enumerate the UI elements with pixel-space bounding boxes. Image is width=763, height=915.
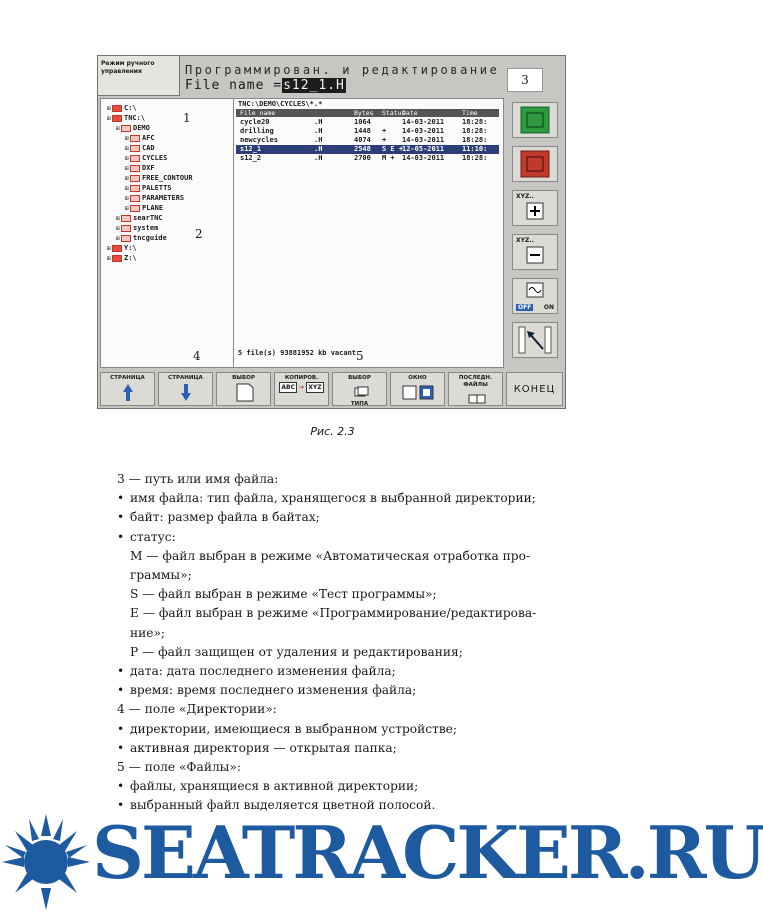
item-5-heading: 5 — поле «Файлы»:	[117, 760, 241, 775]
softkey-page-up[interactable]	[100, 372, 155, 406]
softkey-copy[interactable]	[274, 372, 329, 406]
file-status: +	[382, 136, 387, 144]
col-name[interactable]: File name	[240, 109, 276, 117]
arrow-down-icon	[159, 382, 214, 402]
file-date: 14-03-2011	[402, 154, 445, 162]
expand-icon[interactable]: ⊞	[125, 155, 129, 162]
callout-5: 5	[356, 349, 364, 363]
directory-label: TNC:\	[124, 114, 146, 122]
expand-icon[interactable]: ⊞	[116, 235, 120, 242]
file-name: s12_1	[240, 145, 262, 153]
bullet-date: • дата: дата последнего изменения файла;	[117, 662, 587, 681]
file-name: newcycles	[240, 136, 278, 144]
file-row[interactable]	[236, 118, 499, 127]
file-name: s12_2	[240, 154, 262, 162]
drive-icon	[112, 255, 122, 262]
red-frame-icon	[513, 147, 557, 181]
file-name-value: s12_1.H	[283, 78, 345, 93]
directory-label: PALETTS	[142, 184, 172, 192]
directory-label: PLANE	[142, 204, 164, 212]
expand-icon[interactable]: ⊞	[125, 205, 129, 212]
softkey-select-label: ВЫБОР	[232, 375, 255, 381]
directory-node[interactable]	[107, 173, 193, 183]
path-line: TNC:\DEMO\CYCLES\*.*	[238, 100, 323, 108]
off-label: OFF	[518, 304, 532, 311]
status-m-line1: М — файл выбран в режиме «Автоматическая отработка про-	[130, 548, 531, 563]
copy-from-label: ABC	[281, 384, 296, 391]
status-m-line2: граммы»;	[130, 568, 192, 583]
bullet-active-directory: • активная директория — открытая папка;	[117, 739, 587, 758]
folder-icon	[130, 135, 140, 142]
directory-node[interactable]	[107, 203, 193, 213]
directory-label: CYCLES	[142, 154, 168, 162]
file-bytes: 1448	[354, 127, 371, 135]
bullet-time: • время: время последнего изменения файла;	[117, 681, 587, 700]
softkey-select[interactable]	[216, 372, 271, 406]
status-e-line1: Е — файл выбран в режиме «Программирование/редактирова-	[130, 606, 537, 621]
directory-label: DEMO	[133, 124, 150, 132]
directory-node[interactable]	[107, 253, 193, 263]
softkey-page-up-label: СТРАНИЦА	[110, 375, 145, 381]
softkey-xyz-minus[interactable]	[512, 234, 558, 270]
copy-arrow-icon: ➜	[299, 384, 305, 391]
directory-tree	[107, 103, 193, 263]
expand-icon[interactable]: ⊞	[125, 135, 129, 142]
file-status: S E +	[382, 145, 404, 153]
file-row[interactable]	[236, 127, 499, 136]
file-row[interactable]	[236, 154, 499, 163]
softkey-end-label: КОНЕЦ	[513, 384, 556, 395]
softkey-page-down-label: СТРАНИЦА	[168, 375, 203, 381]
green-frame-icon	[513, 103, 557, 137]
directory-node[interactable]	[107, 183, 193, 193]
softkey-page-down[interactable]	[158, 372, 213, 406]
description	[117, 470, 587, 816]
watermark-text: SEATRACKER.RU	[92, 810, 763, 895]
softkey-end[interactable]	[506, 372, 563, 406]
file-ext: .H	[314, 118, 323, 126]
directory-node[interactable]	[107, 153, 193, 163]
folder-icon	[130, 205, 140, 212]
file-time: 18:28:	[462, 154, 488, 162]
folder-icon	[130, 195, 140, 202]
file-name: drilling	[240, 127, 274, 135]
expand-icon[interactable]: ⊞	[116, 125, 120, 132]
folder-icon	[121, 125, 131, 132]
file-date: 14-03-2011	[402, 118, 445, 126]
softkey-select-type-sub: ТИПА	[350, 401, 369, 407]
file-status: +	[382, 127, 387, 135]
bullet-bytes: • байт: размер файла в байтах;	[117, 508, 587, 527]
file-time: 11:10:	[462, 145, 488, 153]
file-name-row	[185, 78, 346, 93]
folder-icon	[130, 155, 140, 162]
expand-icon[interactable]: ⊞	[125, 195, 129, 202]
expand-icon[interactable]: ⊞	[125, 165, 129, 172]
expand-icon[interactable]: ⊞	[107, 115, 111, 122]
drive-icon	[112, 115, 122, 122]
on-label: ON	[543, 304, 554, 311]
file-time: 18:28:	[462, 136, 488, 144]
directory-node[interactable]	[107, 193, 193, 203]
softkey-select-arrow[interactable]	[512, 322, 558, 358]
softkey-red-frame[interactable]	[512, 146, 558, 182]
expand-icon[interactable]: ⊞	[107, 245, 111, 252]
program-title: Программирован. и редактирование	[185, 63, 500, 77]
folder-icon	[130, 185, 140, 192]
file-ext: .H	[314, 127, 323, 135]
files-summary: 5 file(s) 93881952 kb vacant	[238, 349, 357, 357]
expand-icon[interactable]: ⊞	[116, 215, 120, 222]
directory-label: system	[133, 224, 159, 232]
softkey-last-files-label: ПОСЛЕДН.	[458, 375, 493, 381]
bullet-status: • статус:	[117, 528, 587, 547]
file-bytes: 2700	[354, 154, 371, 162]
files-stack-icon	[333, 387, 388, 397]
callout-3: 3	[507, 68, 543, 92]
softkey-last-files-sub: ФАЙЛЫ	[463, 382, 488, 388]
file-bytes: 1064	[354, 118, 371, 126]
expand-icon[interactable]: ⊞	[116, 225, 120, 232]
status-p: Р — файл защищен от удаления и редактирования;	[130, 644, 463, 659]
softkey-off-on[interactable]	[512, 278, 558, 314]
file-status: M +	[382, 154, 395, 162]
softkey-window[interactable]	[390, 372, 445, 406]
col-status[interactable]: Status	[382, 109, 406, 117]
figure-caption: Рис. 2.3	[310, 425, 355, 438]
file-bytes: 4074	[354, 136, 371, 144]
callout-2: 2	[195, 227, 203, 241]
folder-icon	[130, 175, 140, 182]
sun-logo-icon	[2, 810, 92, 910]
status-e-line2: ние»;	[130, 625, 166, 640]
directory-node[interactable]	[107, 123, 193, 133]
recent-files-icon	[449, 394, 504, 404]
directory-node[interactable]	[107, 223, 193, 233]
side-softkeys	[508, 98, 564, 368]
copy-to-label: XYZ	[308, 384, 322, 391]
softkey-select-type[interactable]	[332, 372, 387, 406]
file-time: 18:28:	[462, 127, 488, 135]
directory-node[interactable]	[107, 103, 193, 113]
drive-icon	[112, 105, 122, 112]
file-time: 18:28:	[462, 118, 488, 126]
file-name: cycle20	[240, 118, 270, 126]
directory-label: Y:\	[124, 244, 137, 252]
file-table-header	[236, 109, 499, 117]
folder-icon	[121, 215, 131, 222]
directory-label: AFC	[142, 134, 155, 142]
folder-icon	[121, 225, 131, 232]
status-s: S — файл выбран в режиме «Тест программы»;	[130, 587, 437, 602]
bullet-files: • файлы, хранящиеся в активной директории;	[117, 777, 587, 796]
files-panel	[233, 98, 504, 368]
file-row[interactable]	[236, 136, 499, 145]
col-bytes[interactable]: Bytes	[354, 109, 374, 117]
file-ext: .H	[314, 145, 323, 153]
softkey-copy-label: КОПИРОВ.	[284, 375, 319, 381]
expand-icon[interactable]: ⊞	[125, 185, 129, 192]
directory-node[interactable]	[107, 133, 193, 143]
mode-label: Режим ручного управления	[98, 56, 180, 96]
directory-node[interactable]	[107, 143, 193, 153]
document-icon	[217, 382, 272, 402]
bullet-file-name: • имя файла: тип файла, хранящегося в выбранной директории;	[117, 489, 587, 508]
file-date: 12-05-2011	[402, 145, 445, 153]
file-name-prefix: File name =	[185, 78, 283, 93]
diagonal-arrow-icon	[513, 323, 557, 357]
softkey-select-type-label: ВЫБОР	[348, 375, 371, 381]
softkey-xyz-plus-label: XYZ..	[516, 193, 534, 200]
softkey-last-files[interactable]	[448, 372, 503, 406]
item-4-heading: 4 — поле «Директории»:	[117, 702, 277, 717]
arrow-up-icon	[101, 382, 156, 402]
cnc-screen-figure	[97, 55, 566, 409]
bullet-selected-file: • выбранный файл выделяется цветной полосой.	[117, 796, 587, 815]
wave-icon	[513, 279, 557, 301]
file-ext: .H	[314, 136, 323, 144]
folder-icon	[121, 235, 131, 242]
directory-label: FREE_CONTOUR	[142, 174, 193, 182]
softkey-window-label: ОКНО	[408, 375, 427, 381]
folder-icon	[130, 165, 140, 172]
callout-1: 1	[183, 111, 191, 125]
directory-node[interactable]	[107, 243, 193, 253]
expand-icon[interactable]: ⊞	[125, 175, 129, 182]
drive-icon	[112, 245, 122, 252]
directory-node[interactable]	[107, 233, 193, 243]
item-3-heading: 3 — путь или имя файла:	[117, 472, 279, 486]
folder-icon	[130, 145, 140, 152]
softkey-xyz-minus-label: XYZ..	[516, 237, 534, 244]
directory-label: PARAMETERS	[142, 194, 185, 202]
expand-icon[interactable]: ⊞	[107, 105, 111, 112]
softkey-xyz-plus[interactable]	[512, 190, 558, 226]
file-date: 14-03-2011	[402, 136, 445, 144]
file-row-selected[interactable]	[236, 145, 499, 154]
file-ext: .H	[314, 154, 323, 162]
col-time[interactable]: Time	[462, 109, 478, 117]
expand-icon[interactable]: ⊞	[107, 255, 111, 262]
file-bytes: 2548	[354, 145, 371, 153]
directory-node[interactable]	[107, 113, 193, 123]
directory-label: tncguide	[133, 234, 167, 242]
directory-label: DXF	[142, 164, 155, 172]
bottom-softkeys	[100, 372, 563, 406]
callout-4: 4	[193, 349, 201, 363]
bullet-directories: • директории, имеющиеся в выбранном устройстве;	[117, 720, 587, 739]
directory-label: C:\	[124, 104, 137, 112]
col-date[interactable]: Date	[402, 109, 418, 117]
directory-node[interactable]	[107, 163, 193, 173]
directory-label: Z:\	[124, 254, 137, 262]
file-date: 14-03-2011	[402, 127, 445, 135]
softkey-green-frame[interactable]	[512, 102, 558, 138]
copy-icon	[275, 384, 328, 391]
directory-node[interactable]	[107, 213, 193, 223]
window-split-icon	[391, 382, 446, 402]
expand-icon[interactable]: ⊞	[125, 145, 129, 152]
directory-panel	[100, 98, 234, 368]
directory-label: CAD	[142, 144, 155, 152]
directory-label: searTNC	[133, 214, 163, 222]
